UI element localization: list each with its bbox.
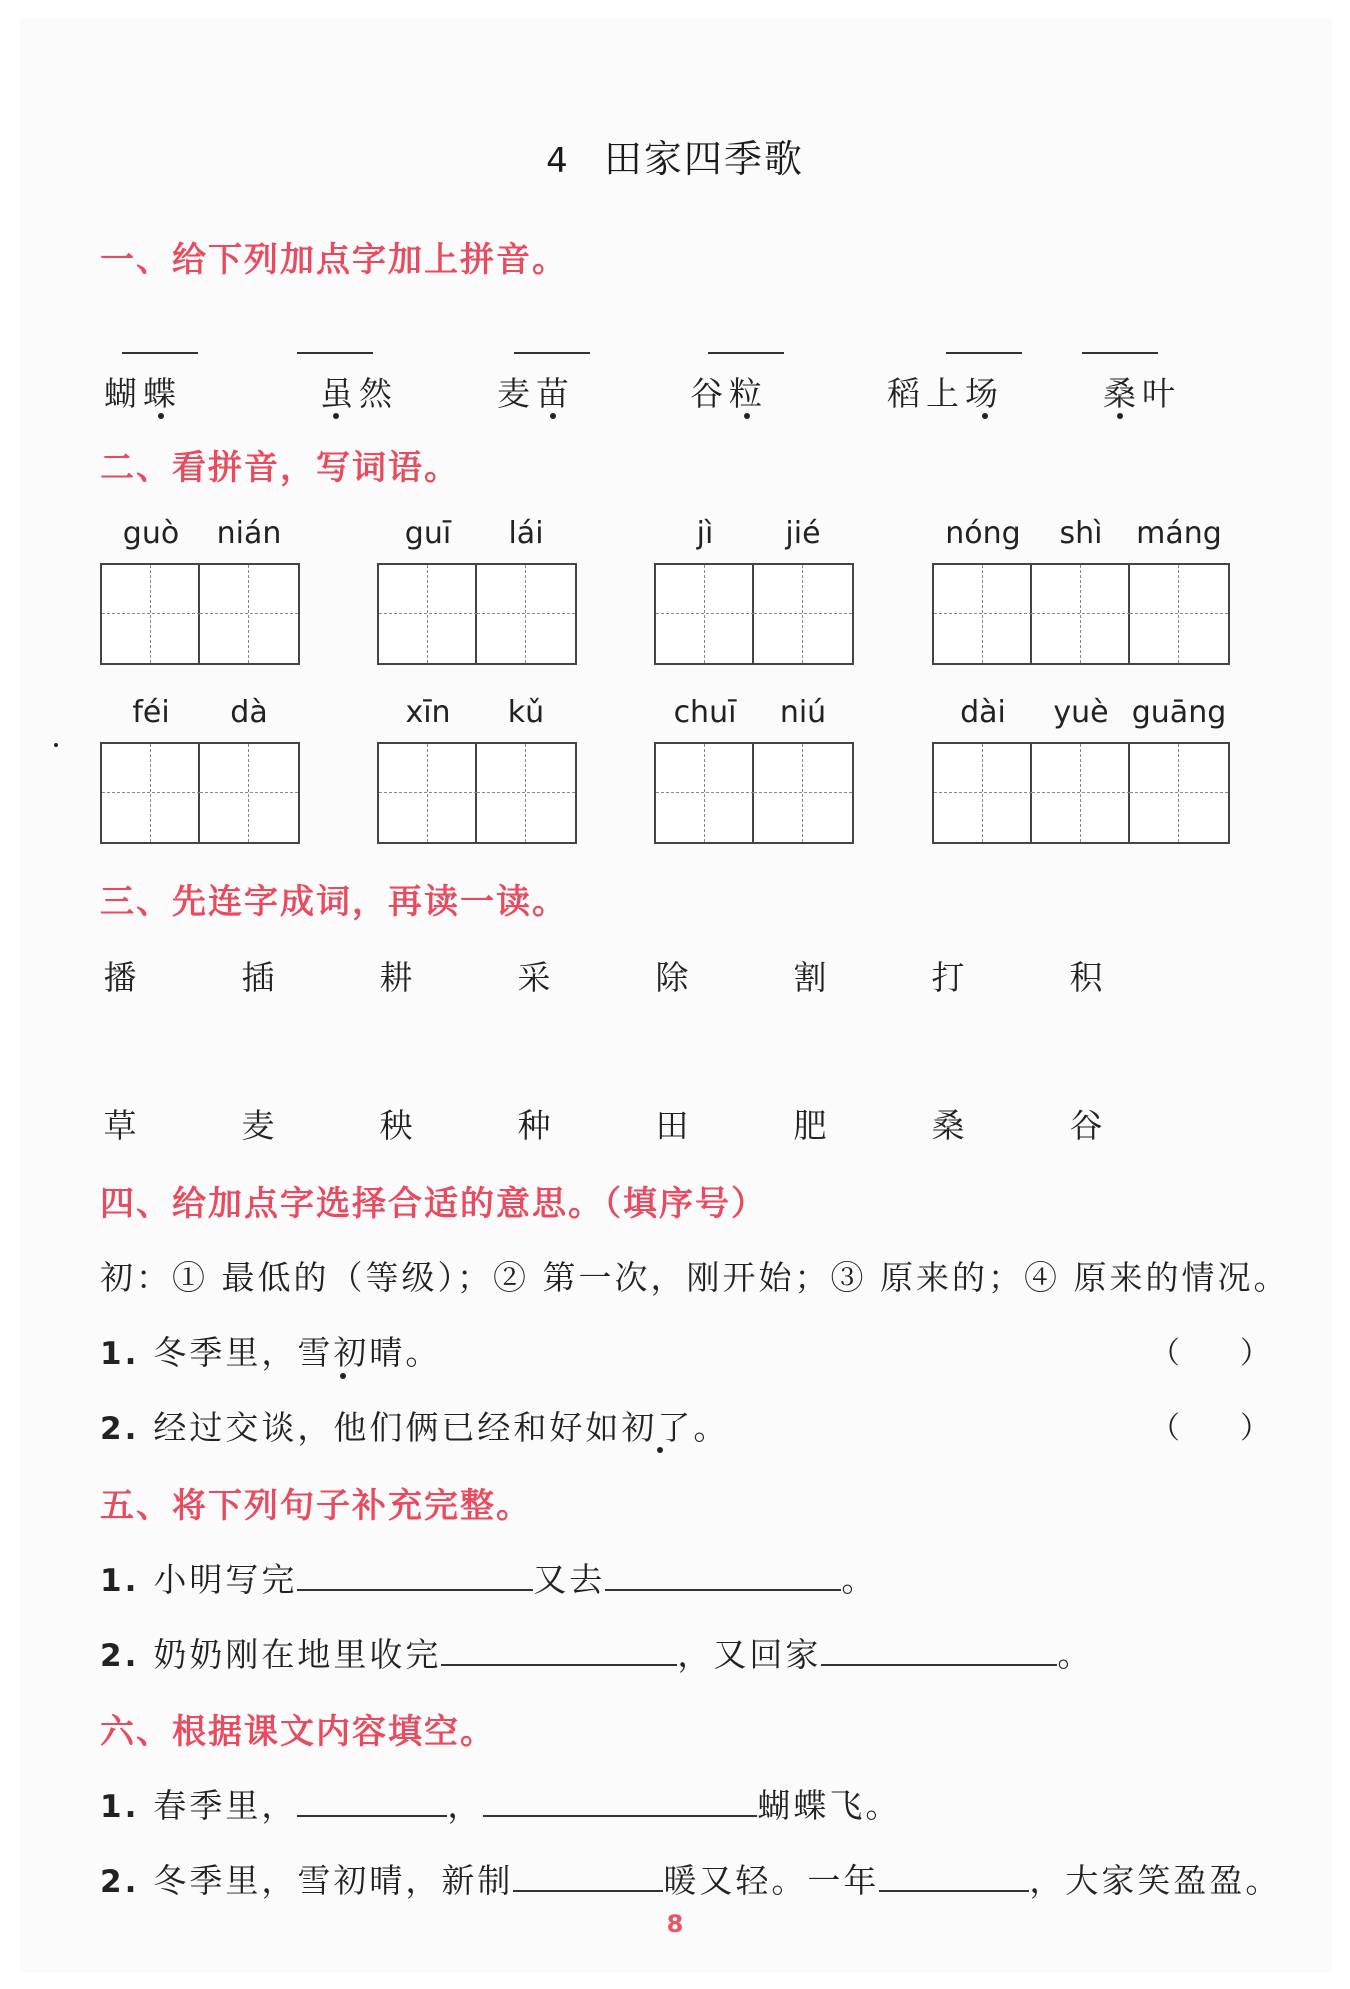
- question-number: 1.: [100, 1789, 140, 1825]
- lesson-number: 4: [546, 141, 570, 181]
- sentence-part: 。: [1057, 1635, 1094, 1674]
- fill-blank[interactable]: [441, 1636, 677, 1666]
- definition-line: 初：① 最低的（等级）；② 第一次，刚开始；③ 原来的；④ 原来的情况。: [100, 1258, 1290, 1297]
- fill-blank[interactable]: [297, 1787, 447, 1817]
- section-6-heading: 六、根据课文内容填空。: [100, 1712, 496, 1752]
- sentence-part: 冬季里，雪初晴，新制: [153, 1861, 514, 1900]
- match-char-bottom[interactable]: 桑: [931, 1106, 965, 1145]
- pinyin: dà: [230, 695, 268, 730]
- pinyin: xīn: [405, 695, 451, 730]
- writing-grid[interactable]: [100, 742, 300, 844]
- pinyin: shì: [1059, 516, 1103, 551]
- word-4: 谷粒: [690, 374, 768, 413]
- pinyin: nóng: [945, 516, 1021, 551]
- question-text: 经过交谈，他们俩已经和好如初了。: [153, 1408, 730, 1447]
- word-3: 麦苗: [497, 374, 575, 413]
- sentence-part: ，大家笑盈盈。: [1029, 1861, 1282, 1900]
- section-2-heading: 二、看拼音，写词语。: [100, 448, 460, 488]
- sentence-part: ，: [447, 1786, 484, 1825]
- fill-blank[interactable]: [483, 1787, 757, 1817]
- writing-grid[interactable]: [932, 563, 1230, 665]
- match-char-bottom[interactable]: 秧: [379, 1106, 413, 1145]
- match-char-bottom[interactable]: 麦: [241, 1106, 275, 1145]
- sentence-part: 暖又轻。一年: [663, 1861, 880, 1900]
- question-number: 2.: [100, 1864, 140, 1900]
- match-char-top[interactable]: 采: [517, 958, 551, 997]
- pinyin-blank-6[interactable]: [1082, 352, 1158, 354]
- fill-blank[interactable]: [605, 1561, 841, 1591]
- writing-grid[interactable]: [100, 563, 300, 665]
- pinyin: guò: [122, 516, 180, 551]
- match-char-top[interactable]: 割: [793, 958, 827, 997]
- stray-mark: [54, 743, 58, 747]
- question-number: 2.: [100, 1638, 140, 1674]
- word-6: 桑叶: [1103, 374, 1181, 413]
- pinyin: kǔ: [507, 695, 545, 730]
- pinyin: dài: [960, 695, 1006, 730]
- match-char-bottom[interactable]: 谷: [1069, 1106, 1103, 1145]
- match-char-top[interactable]: 播: [103, 958, 137, 997]
- fill-blank[interactable]: [297, 1561, 533, 1591]
- pinyin: yuè: [1053, 695, 1109, 730]
- answer-parentheses[interactable]: （ ）: [1150, 1336, 1270, 1371]
- sentence-part: 小明写完: [153, 1560, 298, 1599]
- sentence-part: 。: [841, 1560, 878, 1599]
- fill-blank[interactable]: [821, 1636, 1057, 1666]
- question-text: 冬季里，雪初晴。: [153, 1333, 442, 1372]
- sentence-part: ，又回家: [677, 1635, 822, 1674]
- pinyin: lái: [508, 516, 544, 551]
- lesson-title: 田家四季歌: [603, 137, 804, 181]
- word-2: 虽然: [320, 374, 398, 413]
- section-4-heading: 四、给加点字选择合适的意思。（填序号）: [100, 1184, 767, 1224]
- page-title: [0, 128, 1350, 183]
- pinyin: féi: [132, 695, 170, 730]
- fill-blank[interactable]: [879, 1862, 1029, 1892]
- section-3-heading: 三、先连字成词，再读一读。: [100, 882, 568, 922]
- section-1-heading: 一、给下列加点字加上拼音。: [100, 240, 568, 280]
- sentence-part: 春季里，: [153, 1786, 298, 1825]
- pinyin-blank-3[interactable]: [514, 352, 590, 354]
- pinyin: nián: [216, 516, 282, 551]
- question-6-2: [100, 1855, 1281, 1902]
- question-4-1: [100, 1327, 441, 1374]
- word-1: 蝴蝶: [104, 374, 182, 413]
- question-5-1: [100, 1554, 877, 1601]
- sentence-part: 又去: [533, 1560, 606, 1599]
- match-char-top[interactable]: 打: [931, 958, 965, 997]
- word-5: 稻上场: [887, 374, 1004, 413]
- pinyin-blank-5[interactable]: [946, 352, 1022, 354]
- emphasis-dot: [550, 413, 556, 419]
- match-char-bottom[interactable]: 种: [517, 1106, 551, 1145]
- pinyin: jié: [785, 516, 821, 551]
- emphasis-dot: [340, 1373, 346, 1379]
- emphasis-dot: [333, 413, 339, 419]
- match-char-bottom[interactable]: 肥: [793, 1106, 827, 1145]
- match-char-top[interactable]: 除: [655, 958, 689, 997]
- emphasis-dot: [1117, 413, 1123, 419]
- emphasis-dot: [744, 413, 750, 419]
- page-number: 8: [666, 1910, 684, 1938]
- question-number: 1.: [100, 1563, 140, 1599]
- writing-grid[interactable]: [377, 742, 577, 844]
- match-char-top[interactable]: 耕: [379, 958, 413, 997]
- pinyin: niú: [779, 695, 827, 730]
- question-5-2: [100, 1629, 1093, 1676]
- pinyin: máng: [1136, 516, 1222, 551]
- answer-parentheses[interactable]: （ ）: [1150, 1411, 1270, 1446]
- pinyin-blank-2[interactable]: [297, 352, 373, 354]
- sentence-part: 蝴蝶飞。: [757, 1786, 902, 1825]
- writing-grid[interactable]: [654, 742, 854, 844]
- emphasis-dot: [158, 413, 164, 419]
- match-char-top[interactable]: 积: [1069, 958, 1103, 997]
- writing-grid[interactable]: [654, 563, 854, 665]
- question-number: 2.: [100, 1411, 140, 1447]
- writing-grid[interactable]: [932, 742, 1230, 844]
- pinyin: guī: [404, 516, 452, 551]
- pinyin: jì: [696, 516, 714, 551]
- sentence-part: 奶奶刚在地里收完: [153, 1635, 442, 1674]
- question-4-2: [100, 1402, 729, 1449]
- match-char-bottom[interactable]: 田: [655, 1106, 689, 1145]
- fill-blank[interactable]: [513, 1862, 663, 1892]
- emphasis-dot: [982, 413, 988, 419]
- pinyin: chuī: [673, 695, 737, 730]
- match-char-bottom[interactable]: 草: [103, 1106, 137, 1145]
- question-6-1: [100, 1780, 901, 1827]
- question-number: 1.: [100, 1336, 140, 1372]
- pinyin-blank-1[interactable]: [122, 352, 198, 354]
- section-5-heading: 五、将下列句子补充完整。: [100, 1486, 532, 1526]
- match-char-top[interactable]: 插: [241, 958, 275, 997]
- emphasis-dot: [657, 1447, 663, 1453]
- pinyin-blank-4[interactable]: [708, 352, 784, 354]
- pinyin: guāng: [1131, 695, 1227, 730]
- writing-grid[interactable]: [377, 563, 577, 665]
